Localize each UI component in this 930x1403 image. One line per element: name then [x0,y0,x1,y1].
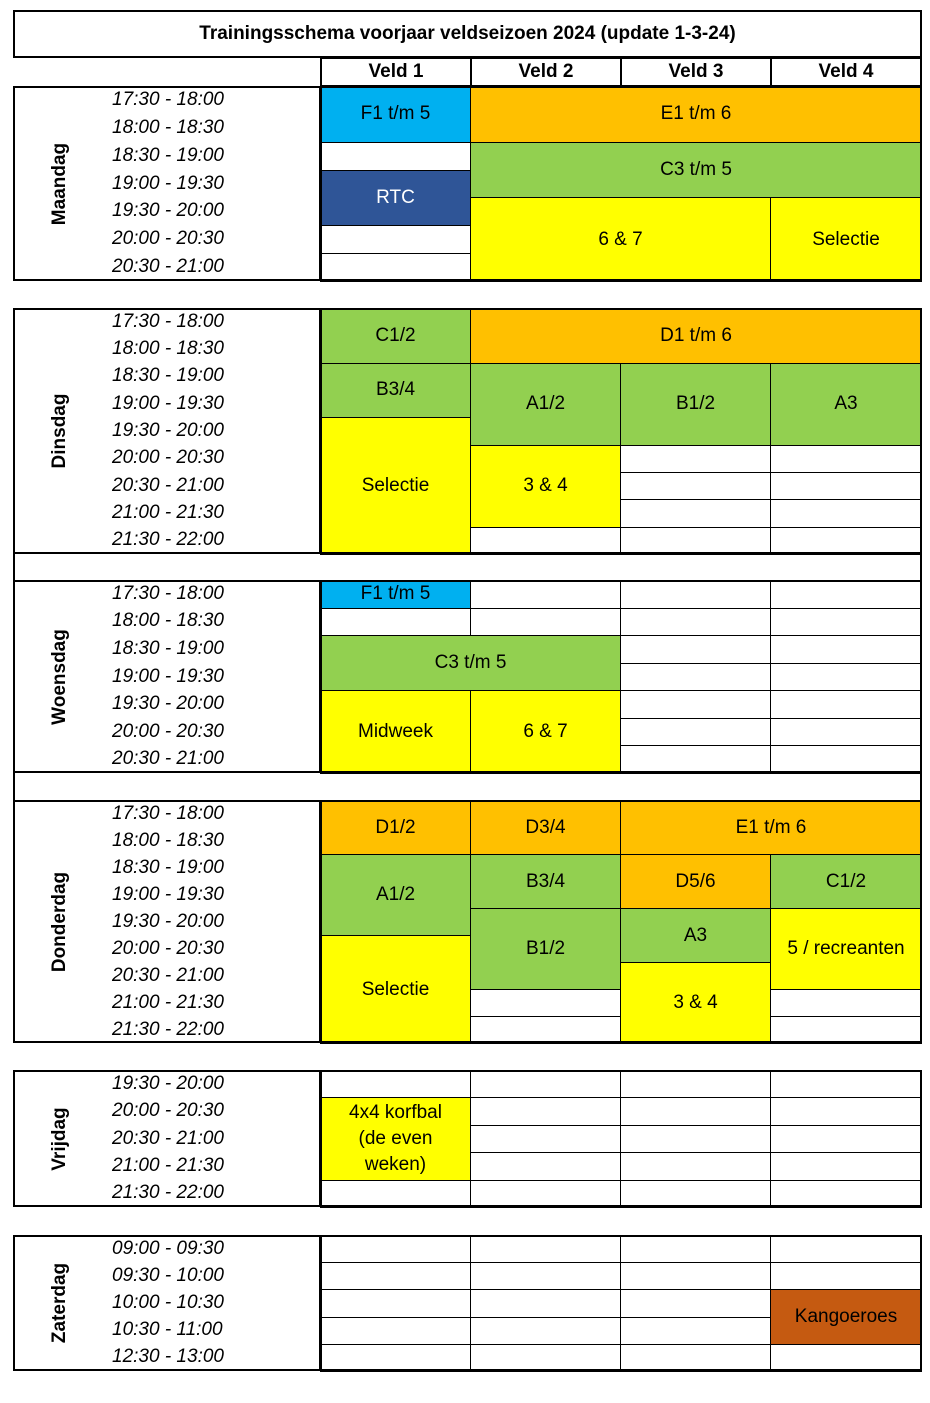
time-slot-label: 20:30 - 21:00 [112,256,224,278]
section-spacer [13,771,922,802]
training-block-label: Selectie [361,978,430,1000]
training-block-label: 6 & 7 [598,228,643,250]
training-block-label: A1/2 [375,884,416,905]
time-slot-label: 21:00 - 21:30 [112,1154,224,1176]
day-label-vrijdag: Vrijdag [49,1106,70,1171]
time-slot-label: 21:00 - 21:30 [112,502,224,523]
time-slot-label: 20:00 - 20:30 [112,937,224,959]
training-block-label: Selectie [361,475,430,497]
day-label-maandag: Maandag [49,142,70,225]
day-section-frame [13,1070,922,1207]
header-veld-4: Veld 4 [770,57,922,87]
time-slot-label: 18:30 - 19:00 [112,637,224,659]
header-veld-3: Veld 3 [620,57,772,87]
day-section-frame [13,86,922,281]
training-block-label: B1/2 [675,393,716,415]
training-block-label: F1 t/m 5 [360,103,431,125]
training-block-label: 4x4 korfbal (de even weken) [349,1101,442,1175]
time-slot-label: 19:30 - 20:00 [112,910,224,932]
time-slot-label: 19:00 - 19:30 [112,392,224,414]
time-slot-label: 18:30 - 19:00 [112,144,224,166]
training-block-label: A1/2 [525,393,566,415]
day-section-frame [13,800,922,1043]
time-slot-label: 17:30 - 18:00 [112,88,224,110]
training-block-label: C3 t/m 5 [660,159,732,181]
training-block-label: D1/2 [375,816,416,838]
training-block-label: RTC [376,186,415,208]
training-block-label: D1 t/m 6 [660,324,732,346]
time-slot-label: 18:00 - 18:30 [112,829,224,851]
time-slot-label: 17:30 - 18:00 [112,582,224,604]
time-slot-label: 19:30 - 20:00 [112,1072,224,1094]
training-block-label: D5/6 [675,870,716,892]
day-label-dinsdag: Dinsdag [49,393,70,469]
time-slot-label: 10:00 - 10:30 [112,1292,224,1313]
time-slot-label: 18:30 - 19:00 [112,856,224,878]
training-block-label: D3/4 [525,816,566,838]
training-block-label: C1/2 [825,870,867,892]
header-veld-1: Veld 1 [320,57,472,87]
time-slot-label: 18:30 - 19:00 [112,365,224,387]
training-block-label: 6 & 7 [523,721,568,743]
day-label-zaterdag: Zaterdag [49,1262,70,1344]
training-block-label: B3/4 [375,379,416,401]
time-slot-label: 12:30 - 13:00 [112,1346,224,1368]
training-block-label: 3 & 4 [673,992,718,1013]
time-slot-label: 20:30 - 21:00 [112,964,224,986]
time-slot-label: 19:30 - 20:00 [112,693,224,715]
time-slot-label: 20:00 - 20:30 [112,228,224,250]
time-slot-label: 20:00 - 20:30 [112,447,224,469]
training-block-label: C1/2 [375,324,416,346]
time-slot-label: 19:30 - 20:00 [112,200,224,222]
time-slot-label: 21:30 - 22:00 [112,1182,224,1204]
schedule-title [13,10,922,58]
schedule-title-text: Trainingsschema voorjaar veldseizoen 2024 (update 1-3-24) [199,23,736,44]
time-slot-label: 20:00 - 20:30 [112,1100,224,1122]
day-section-frame [13,580,922,773]
training-block-label: E1 t/m 6 [660,103,732,125]
header-veld-2: Veld 2 [470,57,622,87]
training-block-label: F1 t/m 5 [360,583,431,605]
time-slot-label: 09:30 - 10:00 [112,1264,224,1286]
header-spacer [13,57,322,87]
day-section-frame [13,308,922,554]
time-slot-label: 18:00 - 18:30 [112,338,224,359]
section-spacer [13,552,922,582]
day-label-woensdag: Woensdag [49,628,70,725]
time-slot-label: 20:30 - 21:00 [112,748,224,770]
training-block-label: 5 / recreanten [787,938,905,959]
training-block-label: Midweek [358,721,433,743]
time-slot-label: 09:00 - 09:30 [112,1237,224,1259]
day-section-frame [13,1235,922,1371]
training-block-label: A3 [834,393,858,415]
time-slot-label: 19:30 - 20:00 [112,420,224,441]
time-slot-label: 21:30 - 22:00 [112,1018,224,1040]
time-slot-label: 20:00 - 20:30 [112,720,224,742]
training-block-label: Kangoeroes [794,1306,898,1328]
time-slot-label: 18:00 - 18:30 [112,116,224,138]
training-block-label: A3 [683,924,708,946]
day-label-donderdag: Donderdag [49,871,70,972]
time-slot-label: 21:00 - 21:30 [112,991,224,1013]
time-slot-label: 18:00 - 18:30 [112,610,224,632]
time-slot-label: 21:30 - 22:00 [112,529,224,551]
training-block-label: E1 t/m 6 [735,816,807,838]
training-block-label: C3 t/m 5 [434,652,507,674]
training-block-label: Selectie [812,228,880,250]
time-slot-label: 20:30 - 21:00 [112,1127,224,1149]
time-slot-label: 10:30 - 11:00 [112,1319,223,1341]
time-slot-label: 17:30 - 18:00 [112,802,224,824]
time-slot-label: 20:30 - 21:00 [112,474,224,496]
training-block-label: B3/4 [525,870,566,892]
time-slot-label: 19:00 - 19:30 [112,665,224,687]
time-slot-label: 19:00 - 19:30 [112,172,224,194]
training-block-label: B1/2 [525,938,566,959]
time-slot-label: 17:30 - 18:00 [112,310,224,332]
time-slot-label: 19:00 - 19:30 [112,883,224,905]
training-block-label: 3 & 4 [523,475,568,497]
